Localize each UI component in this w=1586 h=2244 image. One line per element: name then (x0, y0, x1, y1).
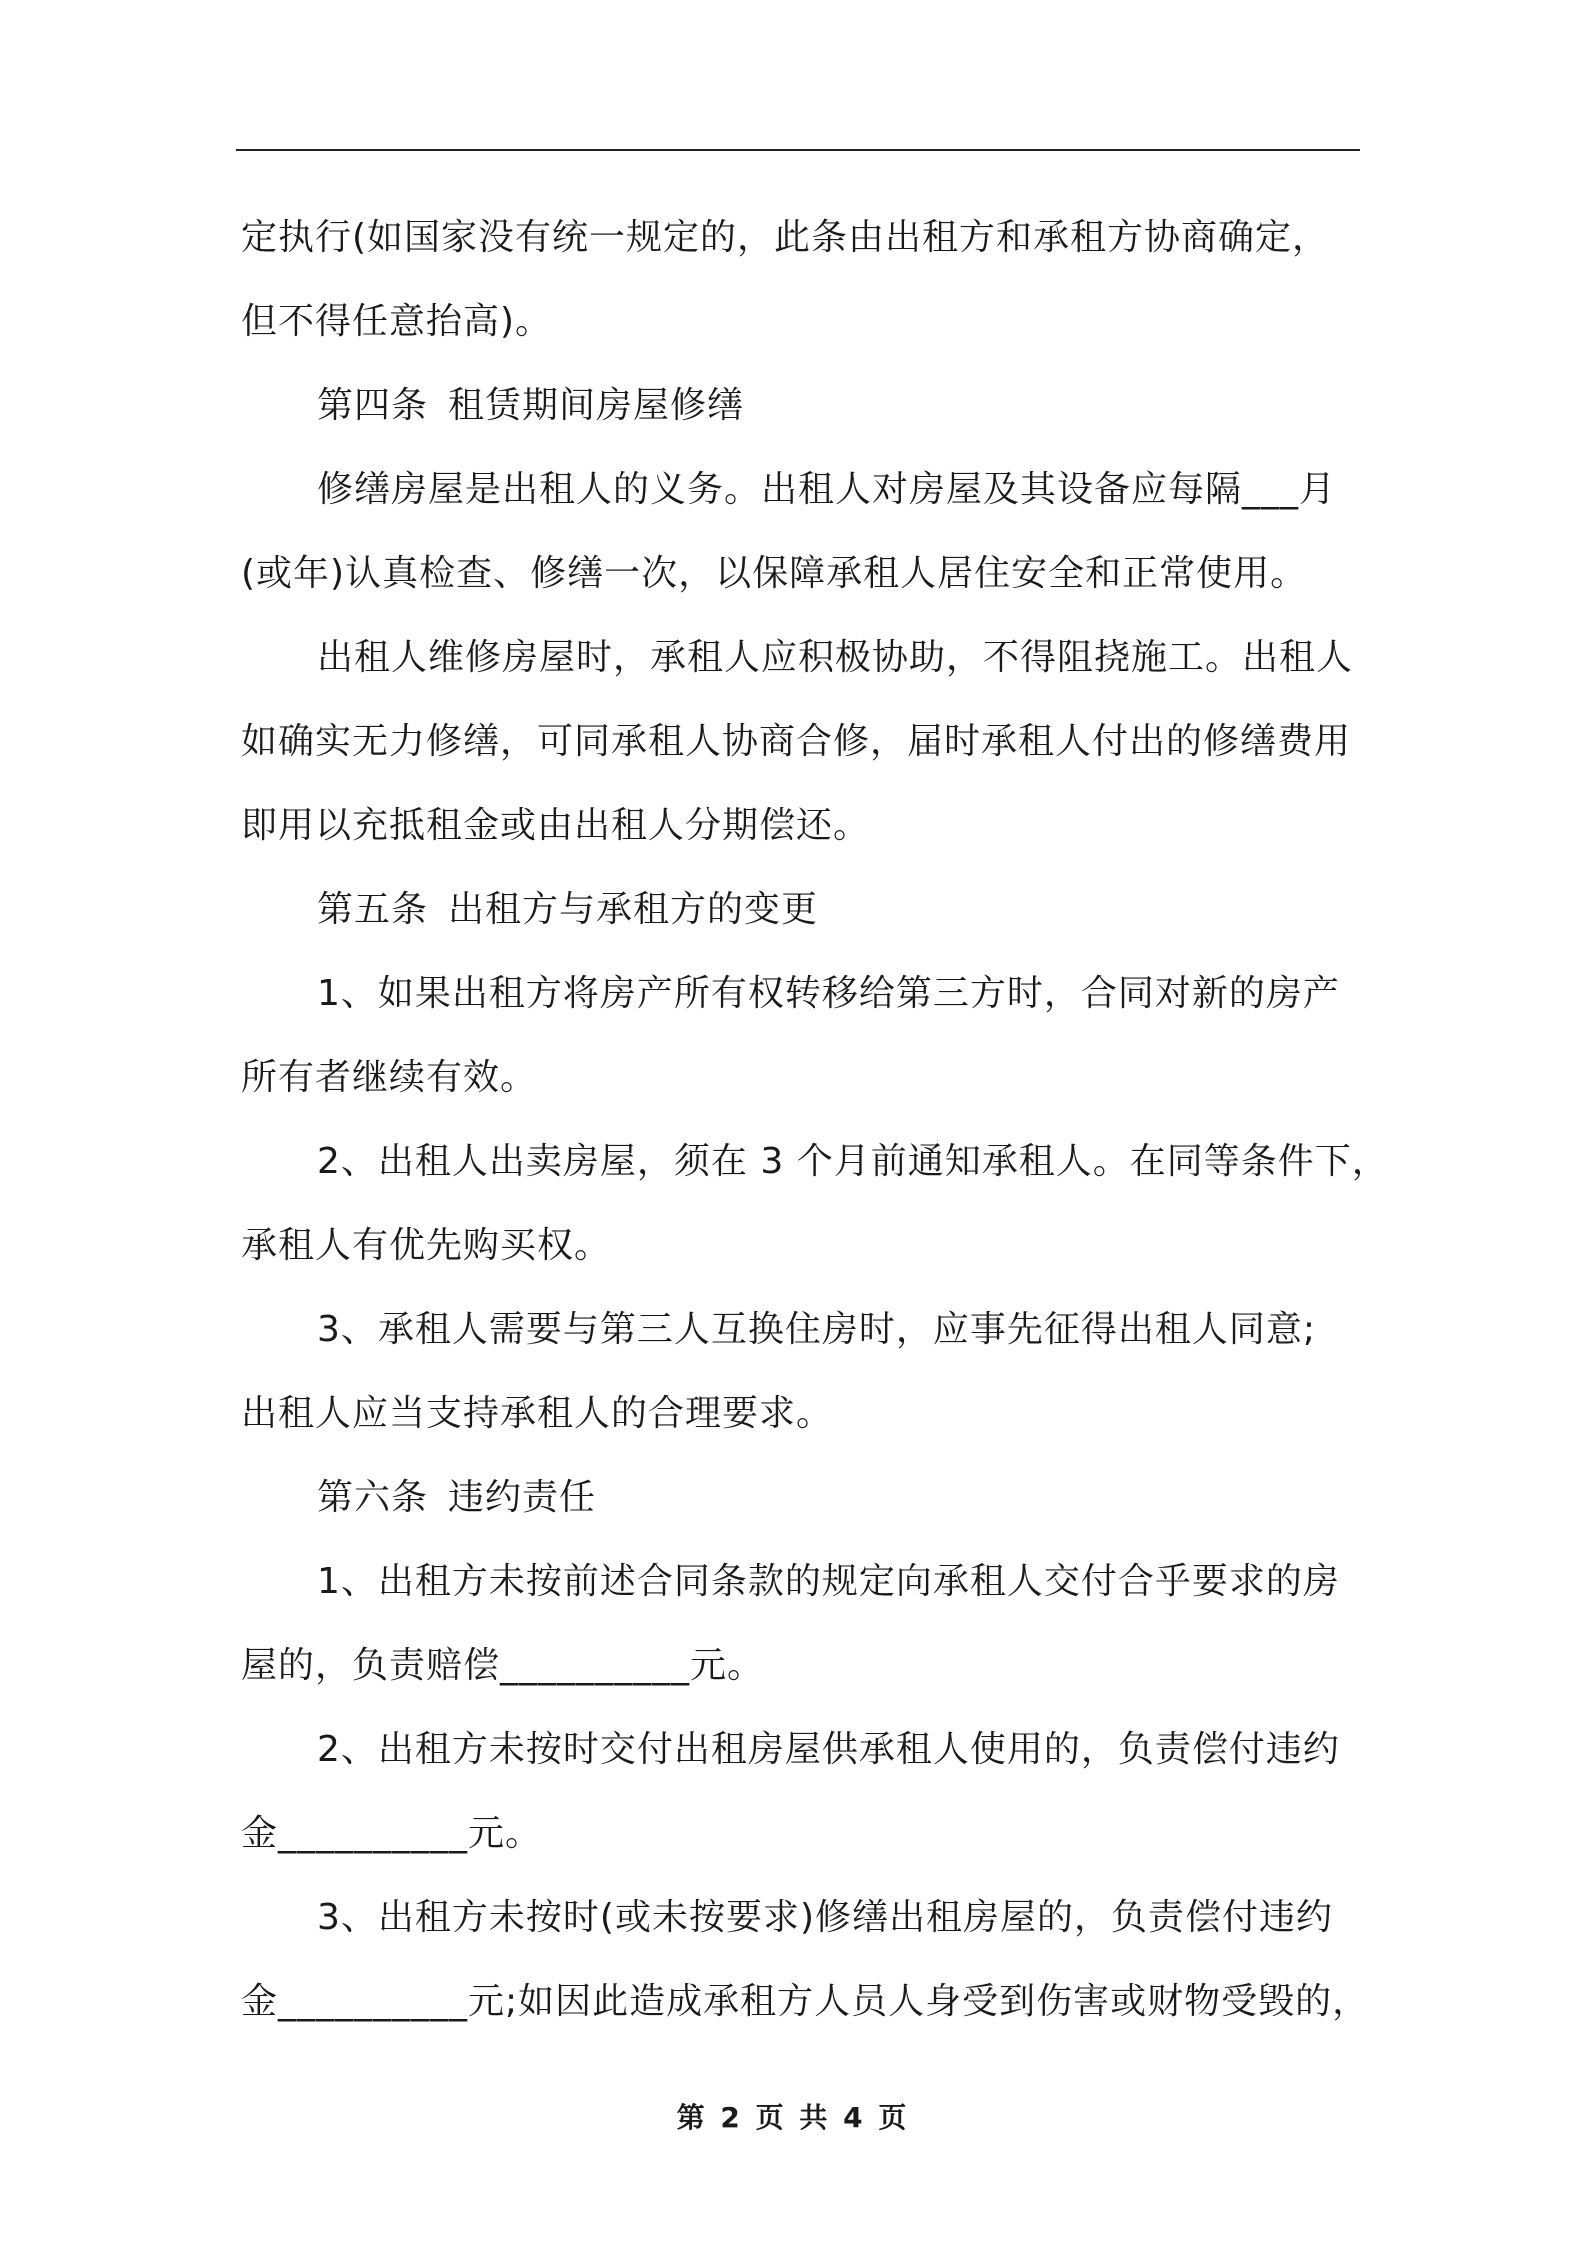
article-number: 第四条 (317, 385, 429, 426)
page-number-footer: 第 2 页 共 4 页 (676, 2101, 910, 2134)
body-text-line: 3、出租方未按时(或未按要求)修缮出租房屋的，负责偿付违约 (317, 1897, 1333, 1938)
body-text-line: 即用以充抵租金或由出租人分期偿还。 (241, 805, 871, 846)
document-body (241, 196, 1389, 2044)
body-text-line: 屋的，负责赔偿__________元。 (241, 1645, 765, 1686)
body-text-line: 2、出租方未按时交付出租房屋供承租人使用的，负责偿付违约 (317, 1729, 1340, 1770)
body-text-line: 出租人应当支持承租人的合理要求。 (241, 1393, 834, 1434)
article-number: 第五条 (317, 889, 429, 930)
body-text-line: 出租人维修房屋时，承租人应积极协助，不得阻挠施工。出租人 (317, 637, 1354, 678)
article-heading (241, 1456, 1371, 1540)
article-title: 出租方与承租方的变更 (448, 889, 819, 930)
article-title: 租赁期间房屋修缮 (448, 385, 745, 426)
body-text-line: 金__________元。 (241, 1813, 543, 1854)
body-text-line: 定执行(如国家没有统一规定的，此条由出租方和承租方协商确定， (241, 217, 1330, 258)
body-text-line: 如确实无力修缮，可同承租人协商合修，届时承租人付出的修缮费用 (241, 721, 1352, 762)
body-text-line: 修缮房屋是出租人的义务。出租人对房屋及其设备应每隔___月 (317, 469, 1337, 510)
body-text-line: 但不得任意抬高)。 (241, 301, 553, 342)
body-text-line: 2、出租人出卖房屋，须在 3 个月前通知承租人。在同等条件下， (317, 1141, 1389, 1182)
body-text-line: 1、出租方未按前述合同条款的规定向承租人交付合乎要求的房 (317, 1561, 1340, 1602)
body-text-line: 1、如果出租方将房产所有权转移给第三方时，合同对新的房产 (317, 973, 1340, 1014)
header-rule (236, 149, 1360, 151)
article-title: 违约责任 (448, 1477, 597, 1518)
body-text-line: (或年)认真检查、修缮一次，以保障承租人居住安全和正常使用。 (241, 553, 1308, 594)
body-text-line: 金__________元;如因此造成承租方人员人身受到伤害或财物受毁的， (241, 1981, 1370, 2022)
article-heading (241, 868, 1371, 952)
article-number: 第六条 (317, 1477, 429, 1518)
body-text-line: 所有者继续有效。 (241, 1057, 538, 1098)
article-heading (241, 364, 1371, 448)
body-text-line: 承租人有优先购买权。 (241, 1225, 612, 1266)
body-text-line: 3、承租人需要与第三人互换住房时，应事先征得出租人同意; (317, 1309, 1317, 1350)
